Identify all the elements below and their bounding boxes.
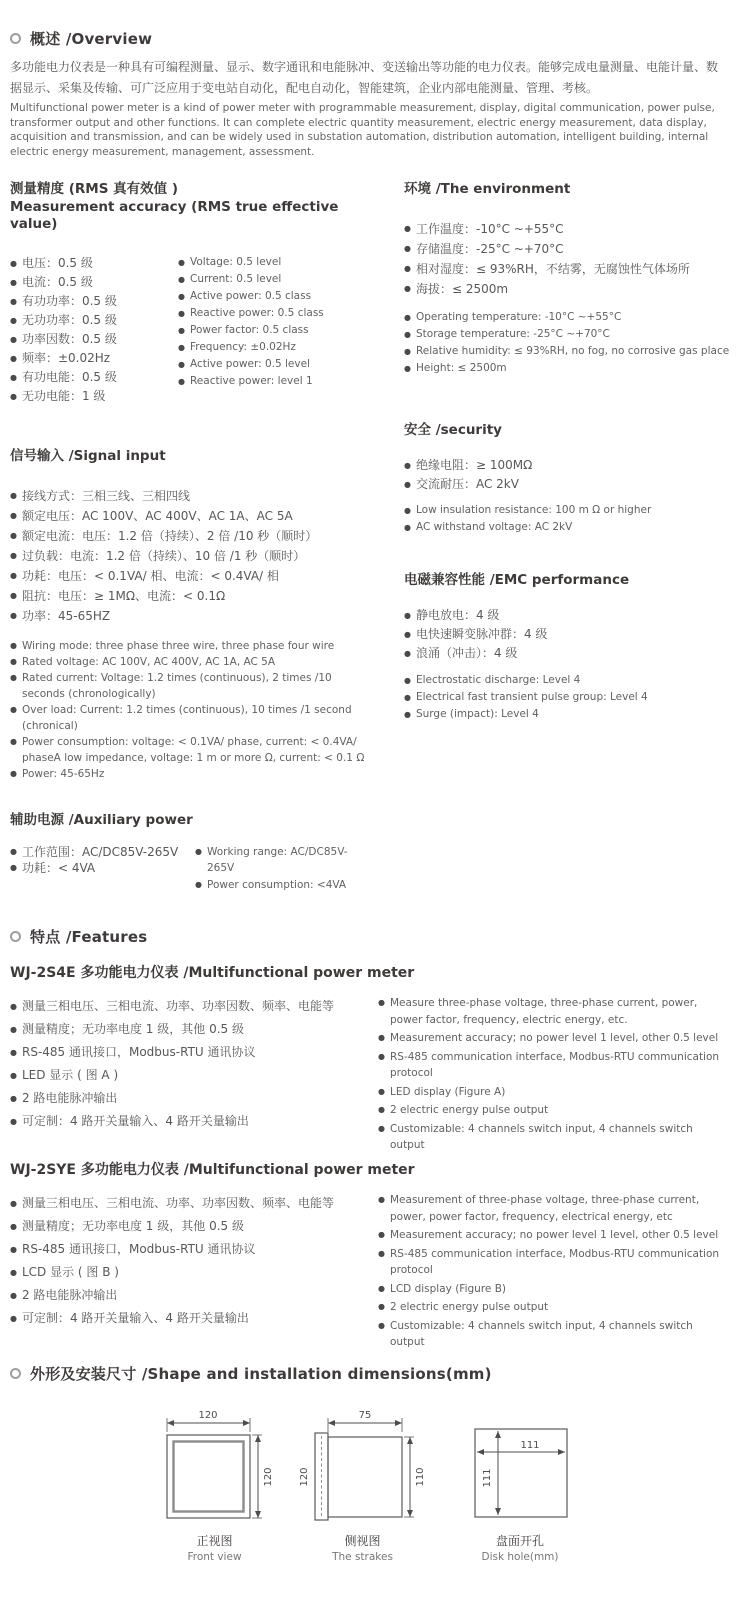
bullet-icon: ●: [404, 675, 411, 685]
spec-item: [10, 1215, 368, 1238]
accuracy-list-en: [178, 254, 372, 406]
spec-item: [10, 1064, 368, 1087]
spec-text: 可定制：4 路开关量输入、4 路开关量输出: [21, 1311, 249, 1325]
spec-item: [178, 305, 372, 322]
spec-text: Power factor: 0.5 class: [189, 323, 309, 336]
spec-text: 测量三相电压、三相电流、功率、功率因数、频率、电能等: [21, 999, 334, 1013]
overview-title: 概述 /Overview: [30, 30, 153, 48]
spec-item: [404, 259, 736, 279]
spec-item: [404, 360, 736, 377]
spec-item: [404, 475, 736, 494]
spec-text: AC withstand voltage: AC 2kV: [415, 520, 573, 533]
spec-text: 功率因数：0.5 级: [21, 331, 117, 346]
spec-text: 相对湿度：≤ 93%RH，不结雾，无腐蚀性气体场所: [415, 261, 690, 276]
spec-text: RS-485 通讯接口，Modbus-RTU 通讯协议: [21, 1242, 256, 1256]
bullet-icon: ●: [10, 1002, 17, 1011]
spec-item: [378, 1049, 728, 1082]
signal-list-en: [10, 638, 374, 782]
bullet-icon: ●: [378, 1086, 385, 1096]
bullet-icon: ●: [10, 1117, 17, 1126]
spec-text: Active power: 0.5 level: [189, 357, 310, 370]
spec-text: Frequency: ±0.02Hz: [189, 340, 296, 353]
model-wj2s4e-list-en: [378, 995, 728, 1156]
bullet-icon: ●: [195, 846, 202, 856]
spec-item: [404, 456, 736, 475]
spec-item: [178, 373, 372, 390]
bullet-icon: ●: [378, 1302, 385, 1311]
security-list-en: [404, 502, 736, 536]
spec-item: [10, 273, 178, 292]
bullet-icon: ●: [178, 342, 185, 352]
spec-text: Rated voltage: AC 100V, AC 400V, AC 1A, AC 5A: [21, 655, 276, 668]
spec-text: 额定电压：AC 100V、AC 400V、AC 1A、AC 5A: [21, 508, 293, 523]
bullet-icon: ●: [10, 1314, 17, 1323]
spec-item: [10, 1018, 368, 1041]
spec-text: Current: 0.5 level: [189, 272, 282, 285]
spec-item: [178, 322, 372, 339]
emc-section: [404, 572, 736, 723]
spec-item: [10, 526, 374, 546]
emc-list-zh: [404, 606, 736, 663]
spec-text: Reactive power: 0.5 class: [189, 306, 324, 319]
dimensions-header: [10, 1363, 492, 1384]
bullet-icon: ●: [10, 334, 17, 344]
bullet-icon: ●: [404, 610, 411, 620]
bullet-icon: ●: [10, 1025, 17, 1034]
dim-width-label: 75: [358, 1410, 372, 1421]
spec-item: [378, 995, 728, 1028]
environment-list-zh: [404, 219, 736, 299]
spec-text: 无功电能：1 级: [21, 388, 106, 403]
signal-title: 信号输入 /Signal input: [10, 448, 166, 464]
front-view-label-zh: 正视图: [196, 1534, 233, 1548]
bullet-icon: ●: [404, 709, 411, 719]
accuracy-title: [10, 181, 372, 234]
environment-list-en: [404, 309, 736, 377]
spec-text: RS-485 通讯接口，Modbus-RTU 通讯协议: [21, 1045, 256, 1059]
spec-text: 存储温度：-25°C ~+70°C: [415, 241, 564, 256]
bullet-icon: ●: [378, 1283, 385, 1293]
spec-item: [10, 486, 374, 506]
spec-item: [10, 654, 374, 670]
spec-text: 有功功率：0.5 级: [21, 293, 117, 308]
bullet-icon: ●: [404, 363, 411, 373]
spec-item: [195, 877, 374, 894]
dim-width-label: 120: [198, 1410, 218, 1421]
dimensions-title: 外形及安装尺寸 /Shape and installation dimensions(mm): [30, 1365, 492, 1383]
bullet-icon: ●: [404, 263, 411, 273]
spec-item: [404, 689, 736, 706]
spec-text: 过负载：电流：1.2 倍（持续）、10 倍 /1 秒（顺时）: [21, 548, 306, 563]
spec-text: Relative humidity: ≤ 93%RH, no fog, no corrosive gas place: [415, 344, 730, 357]
spec-item: [10, 566, 374, 586]
bullet-icon: ●: [404, 283, 411, 293]
spec-text: 功耗：< 4VA: [21, 861, 96, 875]
spec-item: [378, 1192, 728, 1225]
model-name: WJ-2SYE 多功能电力仪表 /Multifunctional power meter: [10, 1162, 415, 1178]
spec-item: [10, 254, 178, 273]
bullet-icon: ●: [10, 736, 17, 746]
bullet-icon: ●: [10, 1222, 17, 1231]
spec-text: Electrostatic discharge: Level 4: [415, 673, 581, 686]
spec-text: 测量精度；无功率电度 1 级，其他 0.5 级: [21, 1219, 244, 1233]
dim-flange-label: 120: [299, 1467, 310, 1487]
bullet-icon: ●: [10, 1268, 17, 1277]
bullet-icon: ●: [10, 372, 17, 382]
bullet-icon: ●: [404, 243, 411, 253]
spec-text: Power consumption: <4VA: [206, 878, 347, 891]
accuracy-list-zh: [10, 254, 178, 406]
overview-header: [10, 28, 152, 49]
model-wj2sye-list-zh: [10, 1192, 378, 1353]
spec-text: Rated current: Voltage: 1.2 times (continuous), 2 times /10 seconds (chronologically): [21, 671, 332, 700]
bullet-icon: ●: [178, 257, 185, 267]
bullet-icon: ●: [10, 1199, 17, 1208]
spec-item: [178, 356, 372, 373]
spec-item: [10, 844, 195, 861]
bullet-icon: ●: [10, 550, 17, 560]
spec-item: [10, 368, 178, 387]
bullet-icon: ●: [10, 672, 17, 682]
side-view-label-en: The strakes: [332, 1551, 393, 1563]
spec-text: 频率：±0.02Hz: [21, 350, 111, 365]
bullet-icon: ●: [378, 1248, 385, 1258]
spec-text: Measurement accuracy; no power level 1 level, other 0.5 level: [389, 1032, 719, 1044]
spec-item: [404, 625, 736, 644]
bullet-icon: ●: [10, 640, 17, 650]
bullet-icon: ●: [10, 1245, 17, 1254]
front-view-figure: [152, 1408, 277, 1563]
bullet-icon: ●: [404, 505, 411, 515]
spec-text: Over load: Current: 1.2 times (continuous), 10 times /1 second (chronical): [21, 703, 352, 732]
bullet-icon: ●: [404, 223, 411, 233]
security-section: [404, 422, 736, 536]
spec-text: 电流：0.5 级: [21, 274, 93, 289]
spec-text: 测量精度；无功率电度 1 级，其他 0.5 级: [21, 1022, 244, 1036]
section-circle-icon: [10, 1368, 21, 1379]
accuracy-title-zh: 测量精度 (RMS 真有效值 ): [10, 181, 178, 197]
bullet-icon: ●: [378, 1230, 385, 1239]
spec-item: [404, 502, 736, 519]
spec-item: [404, 706, 736, 723]
spec-text: RS-485 communication interface, Modbus-RTU communication protocol: [389, 1247, 720, 1276]
meter-outer-outline: [167, 1435, 250, 1518]
spec-item: [178, 271, 372, 288]
bullet-icon: ●: [10, 570, 17, 580]
bullet-icon: ●: [178, 274, 185, 284]
spec-item: [10, 995, 368, 1018]
model-wj2sye-section: [10, 1161, 728, 1353]
signal-list-zh: [10, 486, 374, 626]
environment-title: 环境 /The environment: [404, 181, 571, 197]
spec-text: 有功电能：0.5 级: [21, 369, 117, 384]
front-view-label-en: Front view: [187, 1551, 242, 1563]
spec-item: [178, 254, 372, 271]
bullet-icon: ●: [10, 530, 17, 540]
emc-list-en: [404, 672, 736, 723]
spec-item: [10, 506, 374, 526]
spec-item: [378, 1281, 728, 1298]
bullet-icon: ●: [10, 258, 17, 268]
spec-item: [10, 1110, 368, 1133]
spec-text: LED 显示 ( 图 A ): [21, 1068, 119, 1082]
spec-text: Surge (impact): Level 4: [415, 707, 539, 720]
bullet-icon: ●: [178, 376, 185, 386]
spec-item: [10, 586, 374, 606]
bullet-icon: ●: [404, 629, 411, 639]
spec-text: 接线方式：三相三线、三相四线: [21, 488, 190, 503]
bullet-icon: ●: [404, 692, 411, 702]
spec-text: Low insulation resistance: 100 m Ω or higher: [415, 503, 652, 516]
model-wj2s4e-section: [10, 964, 728, 1156]
spec-item: [378, 1318, 728, 1351]
bullet-icon: ●: [404, 648, 411, 658]
spec-text: 2 路电能脉冲输出: [21, 1288, 118, 1302]
model-wj2sye-list-en: [378, 1192, 728, 1353]
spec-text: 2 路电能脉冲输出: [21, 1091, 118, 1105]
spec-item: [10, 1284, 368, 1307]
spec-item: [10, 670, 374, 702]
spec-text: Active power: 0.5 class: [189, 289, 312, 302]
bullet-icon: ●: [178, 359, 185, 369]
bullet-icon: ●: [10, 391, 17, 401]
bullet-icon: ●: [378, 1195, 385, 1204]
bullet-icon: ●: [10, 768, 17, 778]
overview-paragraph-en: Multifunctional power meter is a kind of power meter with programmable measurement, display, digital communication, power pulse, transformer output and other functions. It can complete electric quantity measurement, electric energy measurement, data display, acquisition and transmission, and can be widely used in substation automation, distribution automation, intelligent building, internal electric energy measurement, management, assessment.: [10, 102, 715, 158]
spec-item: [404, 279, 736, 299]
spec-text: 可定制：4 路开关量输入、4 路开关量输出: [21, 1114, 249, 1128]
spec-text: 绝缘电阻：≥ 100MΩ: [415, 457, 533, 472]
bullet-icon: ●: [378, 1320, 385, 1330]
spec-item: [378, 1227, 728, 1244]
disk-hole-label-zh: 盘面开孔: [495, 1534, 544, 1548]
spec-item: [10, 349, 178, 368]
bullet-icon: ●: [10, 315, 17, 325]
bullet-icon: ●: [195, 879, 202, 889]
meter-inner-outline: [174, 1442, 244, 1512]
spec-item: [10, 702, 374, 734]
bullet-icon: ●: [378, 1033, 385, 1042]
spec-text: 额定电流：电压：1.2 倍（持续）、2 倍 /10 秒（顺时）: [21, 528, 318, 543]
spec-item: [10, 330, 178, 349]
spec-text: Measurement of three-phase voltage, three-phase current, power, power factor, frequency, electrical energy, etc: [389, 1194, 700, 1223]
spec-text: 工作范围：AC/DC85V-265V: [21, 844, 179, 859]
bullet-icon: ●: [10, 846, 17, 856]
spec-item: [404, 309, 736, 326]
disk-hole-diagram: [470, 1408, 570, 1523]
spec-text: 无功功率：0.5 级: [21, 312, 117, 327]
bullet-icon: ●: [378, 998, 385, 1007]
meter-body-outline: [328, 1437, 402, 1517]
auxiliary-list-zh: [10, 844, 195, 894]
spec-item: [378, 1246, 728, 1279]
spec-item: [404, 219, 736, 239]
spec-item: [10, 1261, 368, 1284]
bullet-icon: ●: [404, 312, 411, 322]
spec-item: [10, 638, 374, 654]
spec-text: Working range: AC/DC85V-265V: [206, 845, 348, 874]
accuracy-section: [10, 181, 372, 406]
spec-item: [195, 844, 374, 877]
side-view-label-zh: 侧视图: [344, 1534, 381, 1548]
spec-item: [404, 672, 736, 689]
model-wj2s4e-list-zh: [10, 995, 378, 1156]
spec-item: [404, 343, 736, 360]
bullet-icon: ●: [10, 590, 17, 600]
overview-paragraph-zh: 多功能电力仪表是一种具有可编程测量、显示、数字通讯和电能脉冲、变送输出等功能的电力仪表。能够完成电量测量、电能计量、数据显示、采集及传输、可广泛应用于变电站自动化，配电自动化，智能建筑，企业内部电能测量、管理、考核。: [10, 60, 719, 95]
spec-text: 电压：0.5 级: [21, 255, 93, 270]
bullet-icon: ●: [404, 329, 411, 339]
spec-item: [404, 326, 736, 343]
dim-width-label: 111: [520, 1440, 540, 1451]
spec-item: [178, 288, 372, 305]
auxiliary-section: [10, 812, 374, 893]
bullet-icon: ●: [10, 863, 17, 872]
bullet-icon: ●: [10, 1291, 17, 1300]
side-view-diagram: [295, 1408, 430, 1523]
bullet-icon: ●: [10, 1094, 17, 1103]
spec-item: [404, 519, 736, 536]
spec-text: Power: 45-65Hz: [21, 767, 105, 780]
spec-text: 2 electric energy pulse output: [389, 1104, 549, 1116]
section-circle-icon: [10, 931, 21, 942]
bullet-icon: ●: [404, 460, 411, 470]
auxiliary-list-en: [195, 844, 374, 894]
bullet-icon: ●: [10, 704, 17, 714]
spec-item: [404, 644, 736, 663]
spec-text: 工作温度：-10°C ~+55°C: [415, 221, 564, 236]
spec-text: 静电放电：4 级: [415, 607, 500, 622]
spec-item: [178, 339, 372, 356]
bullet-icon: ●: [404, 346, 411, 356]
dim-height-label: 110: [415, 1467, 426, 1487]
spec-item: [378, 1102, 728, 1119]
spec-item: [10, 311, 178, 330]
spec-item: [10, 860, 195, 877]
spec-text: Wiring mode: three phase three wire, three phase four wire: [21, 639, 335, 652]
security-title: 安全 /security: [404, 422, 502, 438]
bullet-icon: ●: [378, 1123, 385, 1133]
spec-text: Customizable: 4 channels switch input, 4 channels switch output: [389, 1319, 693, 1348]
spec-text: 海拔：≤ 2500m: [415, 281, 509, 296]
bullet-icon: ●: [10, 510, 17, 520]
dim-height-label: 111: [482, 1468, 493, 1488]
front-view-diagram: [152, 1408, 277, 1523]
bullet-icon: ●: [10, 277, 17, 287]
spec-text: Power consumption: voltage: < 0.1VA/ phase, current: < 0.4VA/ phaseA low impedance, voltage: 1 m or more Ω, current: < 0.1 Ω: [21, 735, 365, 764]
spec-text: LED display (Figure A): [389, 1085, 506, 1098]
spec-text: Operating temperature: -10°C ~+55°C: [415, 310, 622, 323]
spec-text: Voltage: 0.5 level: [189, 255, 282, 268]
features-header: [10, 926, 147, 947]
emc-title: 电磁兼容性能 /EMC performance: [404, 572, 630, 588]
spec-text: 测量三相电压、三相电流、功率、功率因数、频率、电能等: [21, 1196, 334, 1210]
bullet-icon: ●: [378, 1105, 385, 1114]
bullet-icon: ●: [10, 656, 17, 666]
bullet-icon: ●: [178, 325, 185, 335]
spec-item: [404, 606, 736, 625]
spec-text: 2 electric energy pulse output: [389, 1301, 549, 1313]
spec-text: LCD 显示 ( 图 B ): [21, 1265, 119, 1279]
spec-item: [378, 1121, 728, 1154]
spec-text: Measure three-phase voltage, three-phase current, power, power factor, frequency, electric energy, etc.: [389, 997, 698, 1026]
spec-item: [378, 1030, 728, 1047]
bullet-icon: ●: [404, 479, 411, 489]
spec-text: Reactive power: level 1: [189, 374, 313, 387]
spec-item: [10, 606, 374, 626]
spec-item: [378, 1084, 728, 1101]
side-view-figure: [295, 1408, 430, 1563]
spec-item: [10, 387, 178, 406]
bullet-icon: ●: [378, 1051, 385, 1061]
bullet-icon: ●: [10, 490, 17, 500]
spec-text: 电快速瞬变脉冲群：4 级: [415, 626, 548, 641]
spec-text: 交流耐压：AC 2kV: [415, 476, 519, 491]
bullet-icon: ●: [10, 1048, 17, 1057]
signal-section: [10, 448, 374, 782]
model-name: WJ-2S4E 多功能电力仪表 /Multifunctional power meter: [10, 965, 415, 981]
bullet-icon: ●: [178, 291, 185, 301]
dim-height-label: 120: [263, 1467, 274, 1487]
spec-item: [10, 546, 374, 566]
spec-item: [404, 239, 736, 259]
spec-text: Electrical fast transient pulse group: Level 4: [415, 690, 648, 703]
section-circle-icon: [10, 33, 21, 44]
spec-item: [10, 734, 374, 766]
spec-item: [10, 292, 178, 311]
spec-item: [10, 766, 374, 782]
spec-text: Storage temperature: -25°C ~+70°C: [415, 327, 610, 340]
spec-item: [10, 1041, 368, 1064]
features-title: 特点 /Features: [30, 928, 148, 946]
security-list-zh: [404, 456, 736, 494]
spec-item: [10, 1238, 368, 1261]
spec-text: Height: ≤ 2500m: [415, 361, 507, 374]
spec-item: [10, 1307, 368, 1330]
spec-text: Measurement accuracy; no power level 1 level, other 0.5 level: [389, 1229, 719, 1241]
spec-text: 阻抗：电压：≥ 1MΩ、电流：< 0.1Ω: [21, 588, 226, 603]
spec-text: LCD display (Figure B): [389, 1282, 507, 1295]
spec-item: [10, 1087, 368, 1110]
spec-text: Customizable: 4 channels switch input, 4 channels switch output: [389, 1122, 693, 1151]
spec-text: 功耗：电压：< 0.1VA/ 相、电流：< 0.4VA/ 相: [21, 568, 279, 583]
bullet-icon: ●: [10, 353, 17, 363]
bullet-icon: ●: [10, 610, 17, 620]
spec-item: [10, 1192, 368, 1215]
auxiliary-title: 辅助电源 /Auxiliary power: [10, 812, 193, 828]
spec-text: 浪涌（冲击）：4 级: [415, 645, 518, 660]
accuracy-title-en: Measurement accuracy (RMS true effective value): [10, 198, 339, 232]
disk-hole-figure: [470, 1408, 570, 1563]
spec-text: 功率：45-65HZ: [21, 608, 111, 623]
spec-item: [378, 1299, 728, 1316]
bullet-icon: ●: [404, 522, 411, 532]
environment-section: [404, 181, 736, 377]
spec-text: RS-485 communication interface, Modbus-RTU communication protocol: [389, 1050, 720, 1079]
bullet-icon: ●: [178, 308, 185, 318]
bullet-icon: ●: [10, 296, 17, 306]
disk-hole-label-en: Disk hole(mm): [481, 1551, 559, 1563]
bullet-icon: ●: [10, 1071, 17, 1080]
